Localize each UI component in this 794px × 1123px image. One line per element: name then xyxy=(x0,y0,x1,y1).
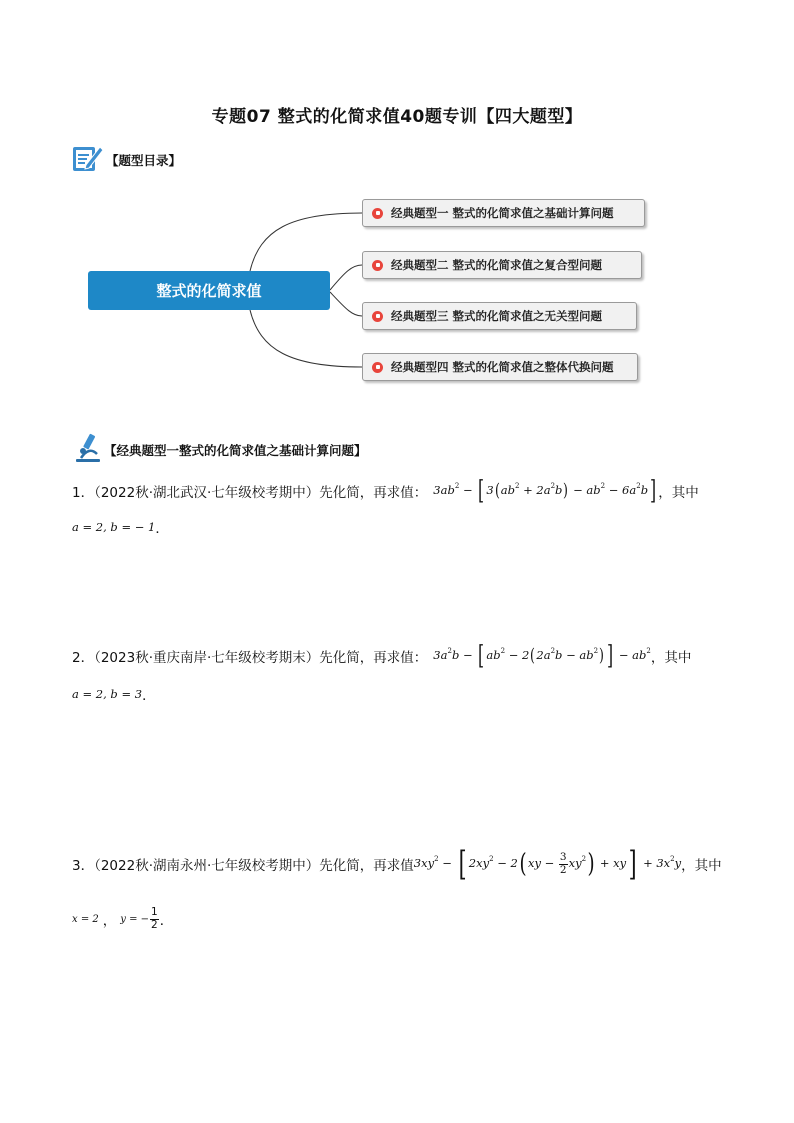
branch-label: 经典题型二 整式的化简求值之复合型问题 xyxy=(391,258,603,272)
question-1-condition-line xyxy=(72,517,169,537)
branch-label: 经典题型三 整式的化简求值之无关型问题 xyxy=(391,309,603,323)
mindmap-branch-3[interactable] xyxy=(362,302,637,330)
fraction-denominator: 2 xyxy=(151,918,158,931)
question-3-tail: ，其中 xyxy=(681,858,722,874)
question-3-lead: 3．（2022秋·湖南永州·七年级校考期中）先化简，再求值 xyxy=(72,858,414,874)
flag-icon xyxy=(372,362,383,373)
question-3-separator: ， xyxy=(102,913,117,929)
question-2-lead: 2．（2023秋·重庆南岸·七年级校考期末）先化简，再求值： xyxy=(72,650,428,666)
question-1-end: ． xyxy=(155,521,169,537)
question-3-expression: $3xy^2$ − [ $2xy^2 - 2$( xy − $\frac{3}{2}$ $xy^2) + xy] + 3x^2y$ xyxy=(413,844,682,884)
mindmap-branch-2[interactable] xyxy=(362,251,642,279)
question-3-fraction xyxy=(150,907,159,931)
fraction-numerator: 1 xyxy=(151,905,158,918)
question-3-condition-line xyxy=(72,904,173,934)
question-3-condition-y: y = − xyxy=(120,913,150,925)
question-2-condition: a = 2, b = 3 xyxy=(72,687,143,701)
catalog-label: 【题型目录】 xyxy=(106,153,182,168)
branch-label: 经典题型四 整式的化简求值之整体代换问题 xyxy=(391,360,614,374)
section-1-label: 【经典题型一整式的化简求值之基础计算问题】 xyxy=(104,443,367,458)
question-1-condition: a = 2, b = − 1 xyxy=(72,520,156,534)
mindmap-branch-4[interactable] xyxy=(362,353,638,381)
question-3 xyxy=(72,844,722,884)
flag-icon xyxy=(372,208,383,219)
page-title: 专题07 整式的化简求值40题专训【四大题型】 xyxy=(211,107,583,127)
mindmap-center: 整式的化简求值 xyxy=(88,271,330,310)
question-3-condition-x: x = 2 xyxy=(72,913,99,925)
question-2-end: ． xyxy=(142,688,156,704)
question-2-condition-line xyxy=(72,684,156,704)
microscope-icon xyxy=(73,432,103,464)
question-1-expression: $3ab^2$ − [ $3(ab^2 + 2a^2b) - ab^2 - 6a^2b$] xyxy=(433,476,657,506)
flag-icon xyxy=(372,260,383,271)
mindmap-branch-1[interactable] xyxy=(362,199,645,227)
question-3-end: ． xyxy=(159,913,174,929)
question-1-tail: ，其中 xyxy=(658,485,699,501)
question-2-tail: ，其中 xyxy=(650,650,692,666)
question-1-lead: 1．（2022秋·湖北武汉·七年级校考期中）先化简，再求值： xyxy=(72,485,428,501)
question-2 xyxy=(72,643,691,669)
flag-icon xyxy=(372,311,383,322)
question-1 xyxy=(72,478,699,504)
branch-label: 经典题型一 整式的化简求值之基础计算问题 xyxy=(391,206,614,220)
question-2-expression: $3a^2b$ − [ $ab^2 - 2(2a^2b - ab^2)$ ] − $ab^2$ xyxy=(433,641,651,671)
